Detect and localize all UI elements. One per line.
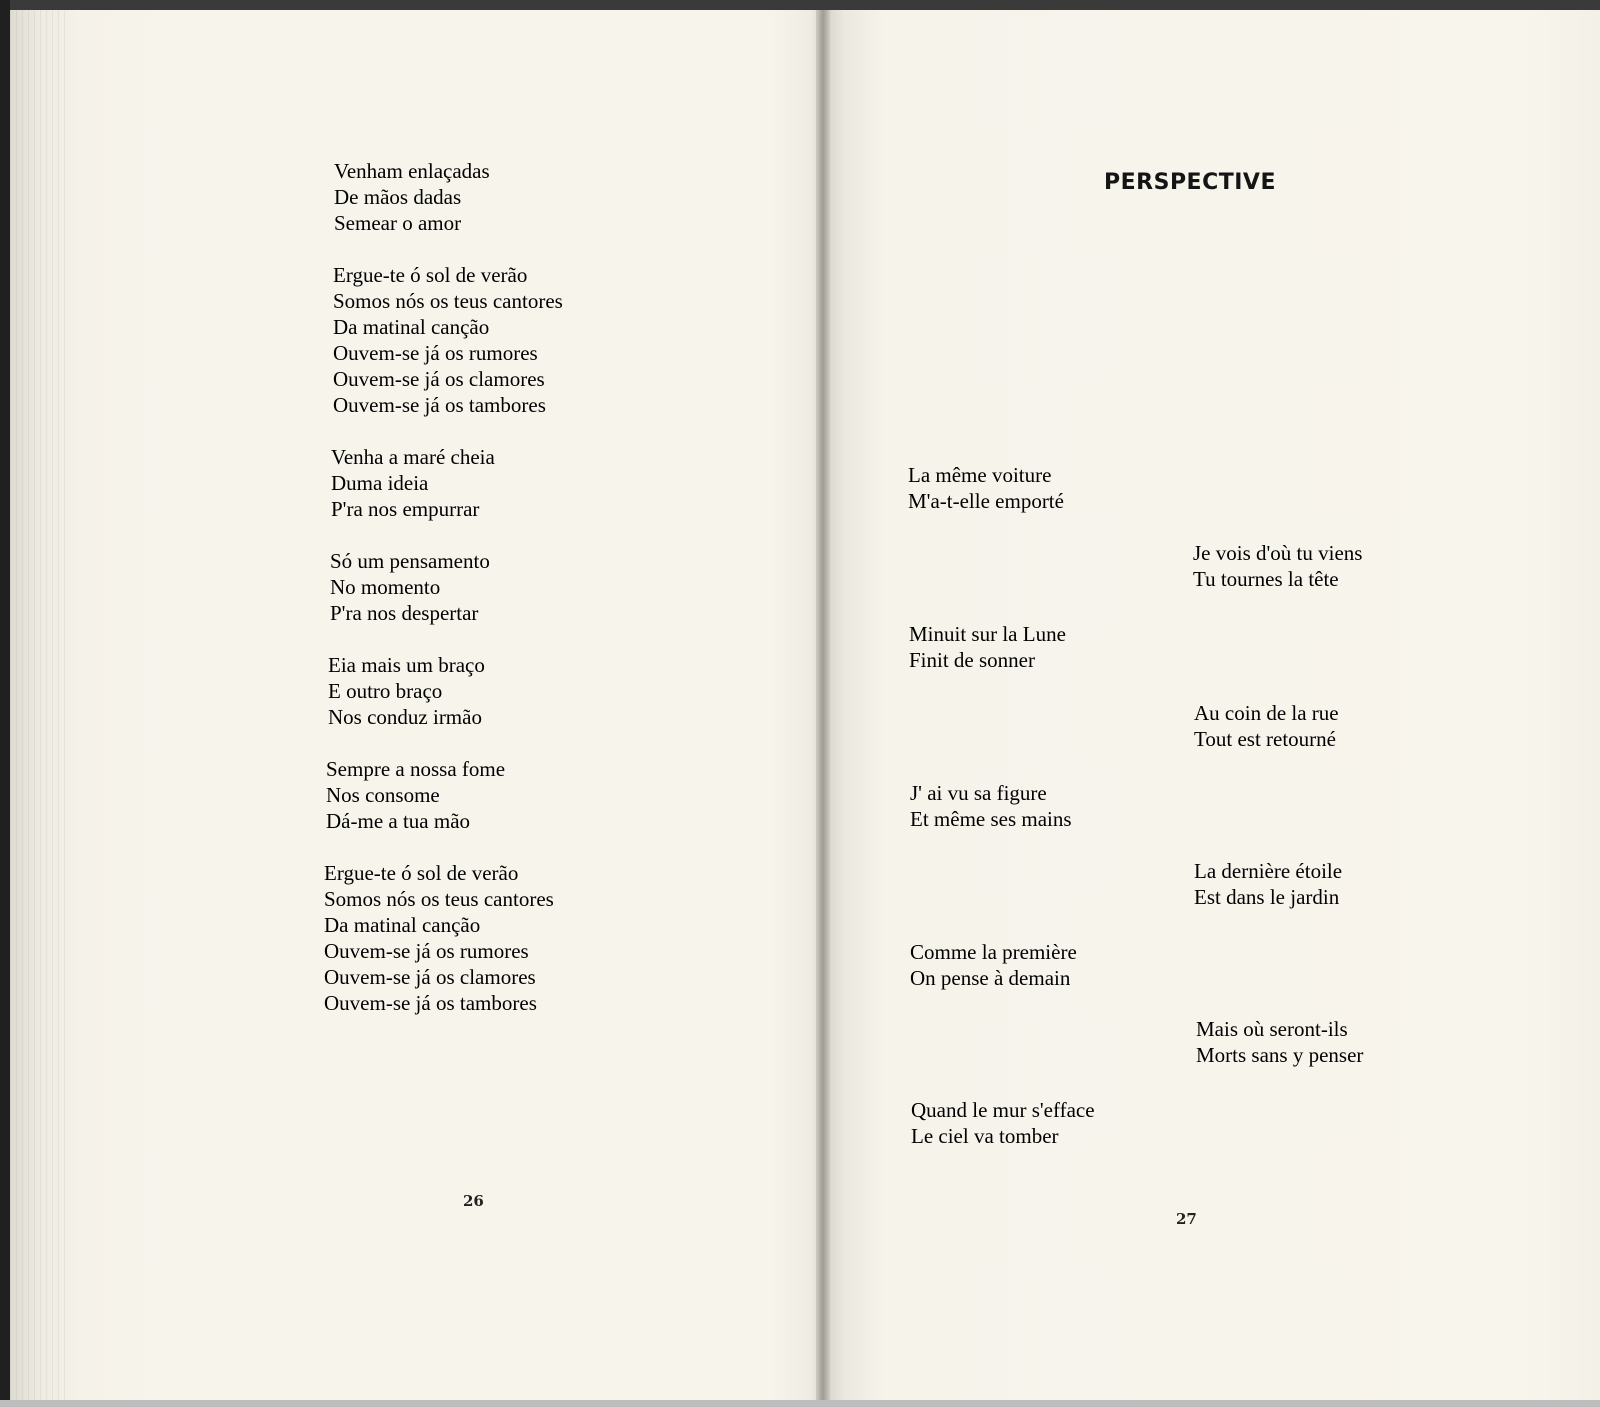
- poem-line: Eia mais um braço: [328, 653, 485, 677]
- poem-line: Sempre a nossa fome: [326, 757, 506, 781]
- poem-line: Finit de sonner: [909, 648, 1035, 672]
- poem-line: Nos consome: [326, 783, 440, 807]
- poem-line: Quand le mur s'efface: [911, 1098, 1095, 1122]
- right-couplet-1: [908, 462, 1064, 514]
- right-couplet-5: [910, 780, 1072, 832]
- left-page-number: 26: [463, 1192, 484, 1210]
- poem-line: Et même ses mains: [910, 807, 1072, 831]
- right-couplet-4: [1194, 700, 1339, 752]
- right-couplet-8: [1196, 1016, 1363, 1068]
- poem-line: Comme la première: [910, 940, 1077, 964]
- poem-line: M'a-t-elle emporté: [908, 489, 1064, 513]
- scan-top-edge: [0, 0, 1600, 10]
- left-stanza-5: [328, 652, 485, 730]
- poem-line: Au coin de la rue: [1194, 701, 1339, 725]
- left-stanza-1: [334, 158, 490, 236]
- poem-line: Da matinal canção: [324, 913, 481, 937]
- poem-line: Da matinal canção: [333, 315, 490, 339]
- right-couplet-7: [910, 939, 1077, 991]
- right-couplet-6: [1194, 858, 1342, 910]
- poem-line: Venham enlaçadas: [334, 159, 490, 183]
- poem-line: Je vois d'où tu viens: [1193, 541, 1363, 565]
- poem-line: J' ai vu sa figure: [910, 781, 1047, 805]
- left-stanza-6: [326, 756, 505, 834]
- poem-line: Venha a maré cheia: [331, 445, 495, 469]
- poem-line: De mãos dadas: [334, 185, 462, 209]
- left-stanza-2: [333, 262, 563, 418]
- poem-line: Semear o amor: [334, 211, 462, 235]
- poem-title: PERSPECTIVE: [1104, 170, 1276, 195]
- poem-line: Le ciel va tomber: [911, 1124, 1059, 1148]
- poem-line: Mais où seront-ils: [1196, 1017, 1348, 1041]
- poem-line: P'ra nos empurrar: [331, 497, 480, 521]
- poem-line: Tu tournes la tête: [1193, 567, 1339, 591]
- poem-line: La même voiture: [908, 463, 1052, 487]
- poem-line: Somos nós os teus cantores: [333, 289, 563, 313]
- right-couplet-3: [909, 621, 1066, 673]
- right-page-number: 27: [1176, 1210, 1197, 1228]
- poem-line: Ouvem-se já os clamores: [324, 965, 536, 989]
- poem-line: Tout est retourné: [1194, 727, 1336, 751]
- left-stanza-3: [331, 444, 495, 522]
- poem-line: Ouvem-se já os rumores: [333, 341, 538, 365]
- poem-line: Só um pensamento: [330, 549, 490, 573]
- poem-line: On pense à demain: [910, 966, 1071, 990]
- poem-line: Morts sans y penser: [1196, 1043, 1364, 1067]
- poem-line: Est dans le jardin: [1194, 885, 1340, 909]
- scan-bottom-edge: [0, 1400, 1600, 1407]
- poem-line: P'ra nos despertar: [330, 601, 479, 625]
- poem-line: Ergue-te ó sol de verão: [324, 861, 519, 885]
- poem-line: Minuit sur la Lune: [909, 622, 1066, 646]
- poem-line: Ouvem-se já os tambores: [324, 991, 537, 1015]
- poem-line: Ouvem-se já os clamores: [333, 367, 545, 391]
- right-couplet-9: [911, 1097, 1095, 1149]
- poem-line: Ouvem-se já os rumores: [324, 939, 529, 963]
- book-gutter: [816, 10, 830, 1400]
- poem-line: Nos conduz irmão: [328, 705, 482, 729]
- poem-line: Somos nós os teus cantores: [324, 887, 554, 911]
- right-couplet-2: [1193, 540, 1362, 592]
- poem-line: Dá-me a tua mão: [326, 809, 471, 833]
- poem-line: Ergue-te ó sol de verão: [333, 263, 528, 287]
- poem-line: No momento: [330, 575, 441, 599]
- poem-line: Duma ideia: [331, 471, 429, 495]
- poem-line: Ouvem-se já os tambores: [333, 393, 546, 417]
- book-cover-edge: [0, 0, 10, 1407]
- left-stanza-4: [330, 548, 490, 626]
- poem-line: E outro braço: [328, 679, 443, 703]
- poem-line: La dernière étoile: [1194, 859, 1343, 883]
- left-stanza-7: [324, 860, 554, 1016]
